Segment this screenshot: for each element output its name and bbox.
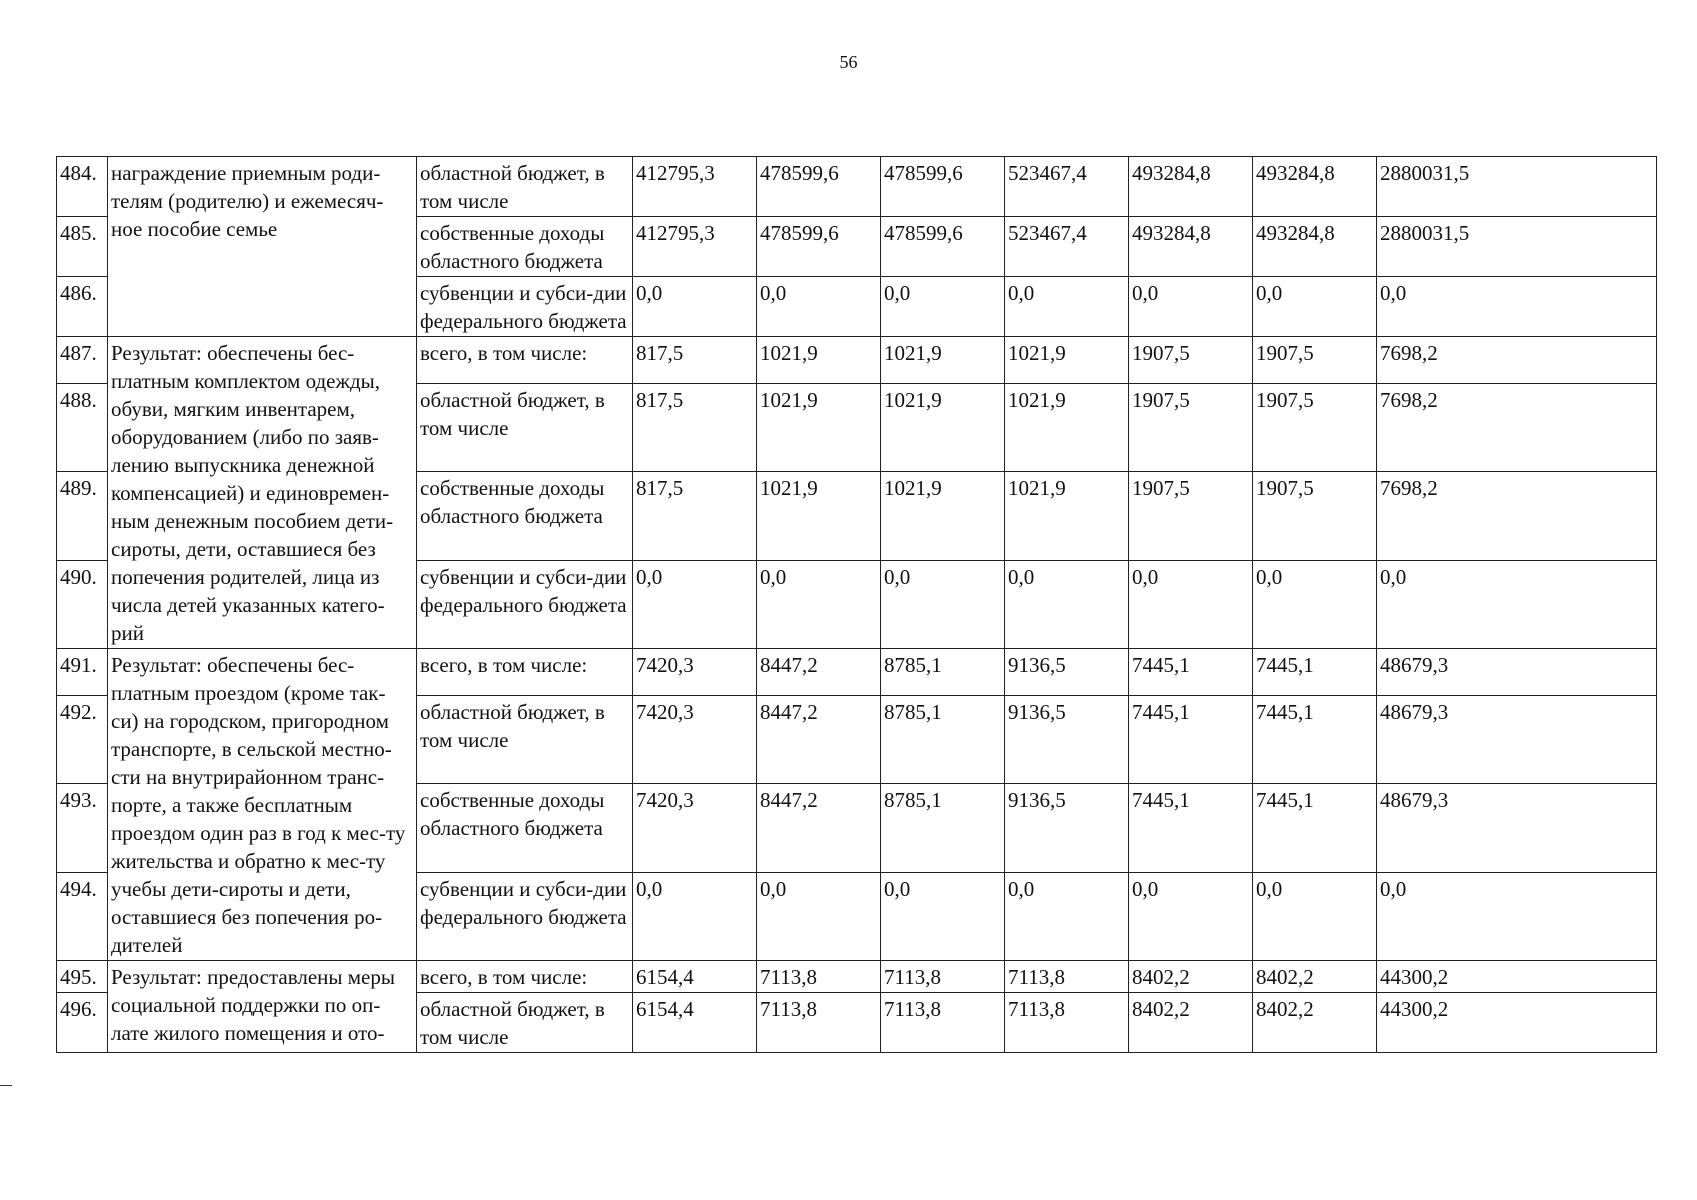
row-number: 484. bbox=[57, 157, 108, 217]
value-cell: 523467,4 bbox=[1005, 157, 1129, 217]
funding-source: субвенции и субси-дии федерального бюджета bbox=[417, 872, 633, 960]
value-cell: 7113,8 bbox=[757, 993, 881, 1053]
row-number: 491. bbox=[57, 649, 108, 696]
value-cell: 493284,8 bbox=[1129, 157, 1253, 217]
value-cell: 0,0 bbox=[633, 560, 757, 648]
value-cell: 0,0 bbox=[757, 277, 881, 337]
row-number: 494. bbox=[57, 872, 108, 960]
funding-source: собственные доходы областного бюджета bbox=[417, 784, 633, 872]
activity-description: Результат: обеспечены бес-платным проездом (кроме так-си) на городском, пригородном транспорте, в сельской местно-сти на внутрирайонном транс-порте, а также бесплатным проездом один раз в год к мес-ту жительства и обратно к мес-ту учебы дети-сироты и дети, оставшиеся без попечения ро-дителей bbox=[108, 649, 417, 961]
value-cell: 0,0 bbox=[633, 872, 757, 960]
total-cell: 7698,2 bbox=[1377, 337, 1657, 384]
row-number: 493. bbox=[57, 784, 108, 872]
value-cell: 8447,2 bbox=[757, 696, 881, 784]
row-number: 495. bbox=[57, 961, 108, 993]
funding-source: областной бюджет, в том числе bbox=[417, 696, 633, 784]
funding-source: субвенции и субси-дии федерального бюджета bbox=[417, 560, 633, 648]
total-cell: 44300,2 bbox=[1377, 961, 1657, 993]
value-cell: 1907,5 bbox=[1253, 384, 1377, 472]
value-cell: 1021,9 bbox=[881, 337, 1005, 384]
funding-source: всего, в том числе: bbox=[417, 649, 633, 696]
table-row bbox=[57, 337, 1657, 384]
row-number: 490. bbox=[57, 560, 108, 648]
value-cell: 0,0 bbox=[1005, 872, 1129, 960]
row-number: 488. bbox=[57, 384, 108, 472]
value-cell: 1907,5 bbox=[1253, 472, 1377, 560]
value-cell: 6154,4 bbox=[633, 993, 757, 1053]
value-cell: 478599,6 bbox=[881, 217, 1005, 277]
value-cell: 0,0 bbox=[1253, 560, 1377, 648]
value-cell: 1021,9 bbox=[1005, 472, 1129, 560]
value-cell: 8785,1 bbox=[881, 649, 1005, 696]
value-cell: 493284,8 bbox=[1253, 217, 1377, 277]
total-cell: 0,0 bbox=[1377, 560, 1657, 648]
funding-source: собственные доходы областного бюджета bbox=[417, 472, 633, 560]
value-cell: 0,0 bbox=[757, 872, 881, 960]
activity-description: награждение приемным роди-телям (родителю) и ежемесяч-ное пособие семье bbox=[108, 157, 417, 337]
table-row bbox=[57, 961, 1657, 993]
total-cell: 2880031,5 bbox=[1377, 217, 1657, 277]
table-row bbox=[57, 649, 1657, 696]
total-cell: 7698,2 bbox=[1377, 472, 1657, 560]
value-cell: 7420,3 bbox=[633, 784, 757, 872]
value-cell: 8402,2 bbox=[1129, 961, 1253, 993]
value-cell: 1021,9 bbox=[1005, 384, 1129, 472]
value-cell: 8447,2 bbox=[757, 649, 881, 696]
total-cell: 44300,2 bbox=[1377, 993, 1657, 1053]
total-cell: 0,0 bbox=[1377, 872, 1657, 960]
funding-source: областной бюджет, в том числе bbox=[417, 993, 633, 1053]
value-cell: 8785,1 bbox=[881, 696, 1005, 784]
value-cell: 817,5 bbox=[633, 384, 757, 472]
value-cell: 8402,2 bbox=[1129, 993, 1253, 1053]
value-cell: 7113,8 bbox=[1005, 961, 1129, 993]
value-cell: 1021,9 bbox=[881, 384, 1005, 472]
value-cell: 7113,8 bbox=[881, 961, 1005, 993]
value-cell: 1021,9 bbox=[757, 384, 881, 472]
row-number: 489. bbox=[57, 472, 108, 560]
total-cell: 2880031,5 bbox=[1377, 157, 1657, 217]
value-cell: 7445,1 bbox=[1129, 649, 1253, 696]
value-cell: 7445,1 bbox=[1253, 696, 1377, 784]
value-cell: 7445,1 bbox=[1253, 784, 1377, 872]
value-cell: 7445,1 bbox=[1253, 649, 1377, 696]
funding-source: собственные доходы областного бюджета bbox=[417, 217, 633, 277]
funding-source: субвенции и субси-дии федерального бюджета bbox=[417, 277, 633, 337]
value-cell: 0,0 bbox=[1253, 277, 1377, 337]
funding-source: всего, в том числе: bbox=[417, 337, 633, 384]
value-cell: 478599,6 bbox=[757, 217, 881, 277]
value-cell: 817,5 bbox=[633, 472, 757, 560]
value-cell: 7420,3 bbox=[633, 649, 757, 696]
value-cell: 0,0 bbox=[757, 560, 881, 648]
margin-mark bbox=[0, 1085, 12, 1086]
activity-description: Результат: предоставлены меры социальной поддержки по оп-лате жилого помещения и ото- bbox=[108, 961, 417, 1053]
value-cell: 1021,9 bbox=[881, 472, 1005, 560]
value-cell: 0,0 bbox=[1129, 277, 1253, 337]
value-cell: 7113,8 bbox=[881, 993, 1005, 1053]
value-cell: 1907,5 bbox=[1129, 472, 1253, 560]
value-cell: 9136,5 bbox=[1005, 649, 1129, 696]
table-body bbox=[57, 157, 1657, 1053]
value-cell: 0,0 bbox=[1129, 872, 1253, 960]
table-row bbox=[57, 157, 1657, 217]
row-number: 492. bbox=[57, 696, 108, 784]
value-cell: 1907,5 bbox=[1253, 337, 1377, 384]
value-cell: 7113,8 bbox=[757, 961, 881, 993]
value-cell: 1907,5 bbox=[1129, 337, 1253, 384]
value-cell: 478599,6 bbox=[757, 157, 881, 217]
row-number: 496. bbox=[57, 993, 108, 1053]
funding-source: областной бюджет, в том числе bbox=[417, 157, 633, 217]
value-cell: 1021,9 bbox=[757, 472, 881, 560]
page-number: 56 bbox=[839, 52, 858, 72]
value-cell: 8447,2 bbox=[757, 784, 881, 872]
value-cell: 0,0 bbox=[881, 560, 1005, 648]
value-cell: 8402,2 bbox=[1253, 993, 1377, 1053]
row-number: 485. bbox=[57, 217, 108, 277]
value-cell: 9136,5 bbox=[1005, 696, 1129, 784]
value-cell: 1907,5 bbox=[1129, 384, 1253, 472]
funding-source: областной бюджет, в том числе bbox=[417, 384, 633, 472]
total-cell: 0,0 bbox=[1377, 277, 1657, 337]
value-cell: 0,0 bbox=[1005, 560, 1129, 648]
value-cell: 9136,5 bbox=[1005, 784, 1129, 872]
value-cell: 8785,1 bbox=[881, 784, 1005, 872]
total-cell: 7698,2 bbox=[1377, 384, 1657, 472]
value-cell: 478599,6 bbox=[881, 157, 1005, 217]
value-cell: 0,0 bbox=[1253, 872, 1377, 960]
total-cell: 48679,3 bbox=[1377, 696, 1657, 784]
total-cell: 48679,3 bbox=[1377, 784, 1657, 872]
value-cell: 412795,3 bbox=[633, 217, 757, 277]
funding-source: всего, в том числе: bbox=[417, 961, 633, 993]
value-cell: 817,5 bbox=[633, 337, 757, 384]
value-cell: 7445,1 bbox=[1129, 784, 1253, 872]
value-cell: 7113,8 bbox=[1005, 993, 1129, 1053]
value-cell: 0,0 bbox=[881, 277, 1005, 337]
value-cell: 1021,9 bbox=[1005, 337, 1129, 384]
value-cell: 523467,4 bbox=[1005, 217, 1129, 277]
row-number: 486. bbox=[57, 277, 108, 337]
value-cell: 0,0 bbox=[1129, 560, 1253, 648]
activity-description: Результат: обеспечены бес-платным комплектом одежды, обуви, мягким инвентарем, оборудованием (либо по заяв-лению выпускника денежной компенсацией) и единовремен-ным денежным пособием дети-сироты, дети, оставшиеся без попечения родителей, лица из числа детей указанных катего-рий bbox=[108, 337, 417, 649]
value-cell: 1021,9 bbox=[757, 337, 881, 384]
value-cell: 0,0 bbox=[633, 277, 757, 337]
value-cell: 412795,3 bbox=[633, 157, 757, 217]
budget-table bbox=[56, 156, 1657, 1053]
value-cell: 0,0 bbox=[881, 872, 1005, 960]
row-number: 487. bbox=[57, 337, 108, 384]
value-cell: 0,0 bbox=[1005, 277, 1129, 337]
value-cell: 8402,2 bbox=[1253, 961, 1377, 993]
value-cell: 7445,1 bbox=[1129, 696, 1253, 784]
value-cell: 493284,8 bbox=[1253, 157, 1377, 217]
value-cell: 7420,3 bbox=[633, 696, 757, 784]
total-cell: 48679,3 bbox=[1377, 649, 1657, 696]
value-cell: 6154,4 bbox=[633, 961, 757, 993]
value-cell: 493284,8 bbox=[1129, 217, 1253, 277]
